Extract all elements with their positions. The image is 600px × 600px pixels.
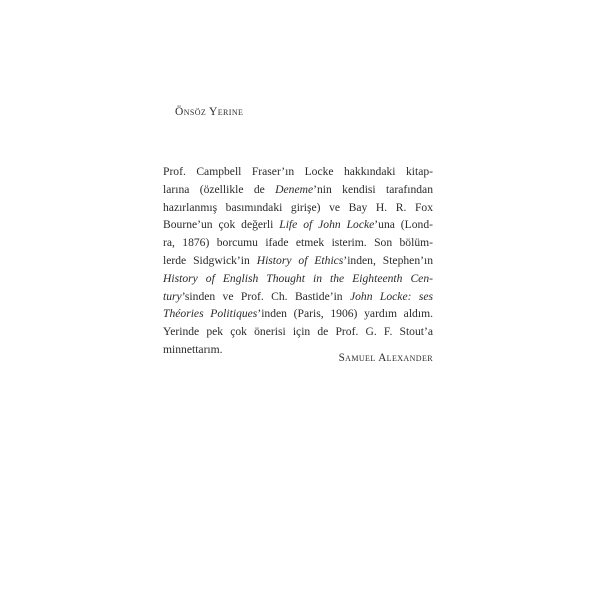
- text-run: ’una (Lond-: [374, 218, 433, 232]
- preface-body: [163, 163, 433, 359]
- text-run: Bourne’un çok değerli: [163, 218, 280, 232]
- text-run: minnettarım.: [163, 342, 223, 356]
- italic-title: Théories Politiques: [163, 307, 258, 321]
- preface-heading: Önsöz Yerine: [175, 106, 244, 118]
- text-run: larına (özellikle de: [163, 182, 276, 196]
- text-run: Yerinde pek çok önerisi için de Prof. G. F. Stout’a: [163, 325, 433, 339]
- text-run: hazırlanmış basımındaki girişe) ve Bay H. R. Fox: [163, 200, 433, 214]
- text-run: lerde Sidgwick’in: [163, 253, 257, 267]
- italic-title: John Locke: ses: [349, 289, 433, 303]
- text-line: [163, 199, 433, 217]
- italic-title: Life of John Locke: [279, 218, 375, 232]
- text-run: ra, 1876) borcumu ifade etmek isterim. Son bölüm-: [163, 236, 433, 250]
- italic-title: History of English Thought in the Eighteenth Cen-: [163, 271, 433, 285]
- text-line: [163, 270, 433, 288]
- text-line: [163, 305, 433, 323]
- text-run: ’inden, Stephen’ın: [343, 253, 433, 267]
- text-line: [163, 181, 433, 199]
- italic-title: tury: [163, 289, 182, 303]
- italic-title: History of Ethics: [256, 253, 344, 267]
- text-line: [163, 163, 433, 181]
- text-line: [163, 288, 433, 306]
- text-run: ’nin kendisi tarafından: [313, 182, 433, 196]
- text-line: [163, 234, 433, 252]
- text-line: [163, 216, 433, 234]
- italic-title: Deneme: [275, 182, 314, 196]
- author-signature: Samuel Alexander: [338, 352, 433, 364]
- text-line: [163, 252, 433, 270]
- text-run: ’inden (Paris, 1906) yardım aldım.: [257, 307, 433, 321]
- text-line: [163, 323, 433, 341]
- text-run: Prof. Campbell Fraser’ın Locke hakkındaki kitap-: [163, 165, 433, 178]
- text-run: ’sinden ve Prof. Ch. Bastide’in: [181, 289, 350, 303]
